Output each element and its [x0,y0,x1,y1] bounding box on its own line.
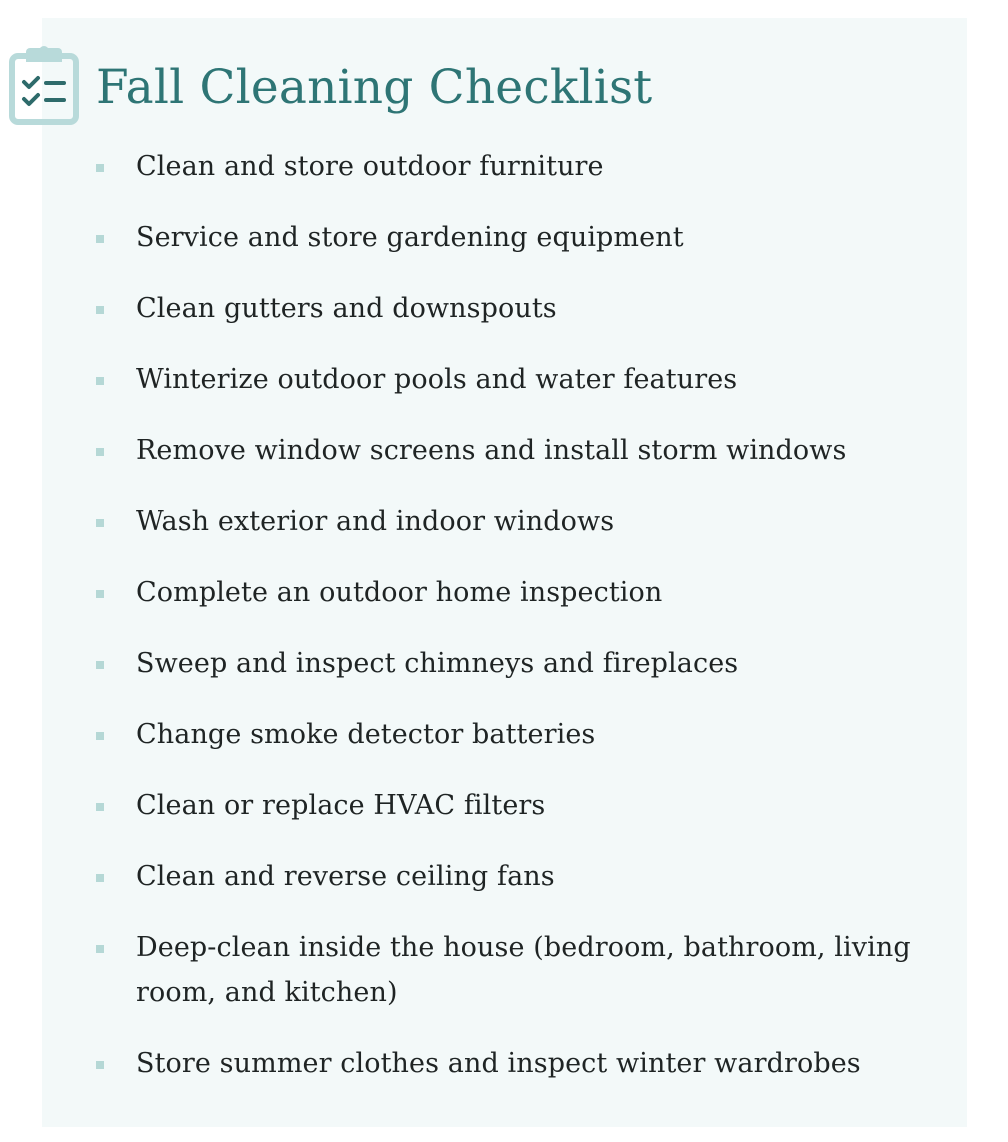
checklist-item [96,144,916,189]
square-bullet-icon [96,235,104,243]
checklist-item [96,499,916,544]
checklist-item-label: Deep-clean inside the house (bedroom, bathroom, living room, and kitchen) [136,932,911,1008]
checklist [96,144,916,1112]
checklist-item-label: Clean or replace HVAC filters [136,790,546,821]
checklist-item [96,357,916,402]
checklist-item [96,428,916,473]
checklist-item [96,925,916,1015]
checklist-item-label: Clean and reverse ceiling fans [136,861,555,892]
checklist-item-label: Remove window screens and install storm windows [136,435,847,466]
square-bullet-icon [96,945,104,953]
checklist-item-label: Clean and store outdoor furniture [136,151,604,182]
checklist-item-label: Store summer clothes and inspect winter wardrobes [136,1048,861,1079]
checklist-item [96,570,916,615]
square-bullet-icon [96,306,104,314]
checklist-item [96,1041,916,1086]
square-bullet-icon [96,519,104,527]
page-title: Fall Cleaning Checklist [96,60,653,115]
clipboard-checklist-icon [8,44,80,128]
checklist-item-label: Change smoke detector batteries [136,719,596,750]
checklist-item [96,215,916,260]
checklist-item [96,783,916,828]
checklist-item [96,854,916,899]
checklist-item-label: Sweep and inspect chimneys and fireplaces [136,648,739,679]
square-bullet-icon [96,590,104,598]
checklist-item [96,286,916,331]
square-bullet-icon [96,874,104,882]
square-bullet-icon [96,164,104,172]
square-bullet-icon [96,448,104,456]
checklist-item [96,712,916,757]
checklist-item-label: Complete an outdoor home inspection [136,577,663,608]
checklist-item-label: Wash exterior and indoor windows [136,506,615,537]
square-bullet-icon [96,661,104,669]
square-bullet-icon [96,1061,104,1069]
square-bullet-icon [96,732,104,740]
square-bullet-icon [96,377,104,385]
checklist-item-label: Service and store gardening equipment [136,222,684,253]
square-bullet-icon [96,803,104,811]
checklist-item-label: Clean gutters and downspouts [136,293,557,324]
checklist-item [96,641,916,686]
checklist-item-label: Winterize outdoor pools and water features [136,364,738,395]
